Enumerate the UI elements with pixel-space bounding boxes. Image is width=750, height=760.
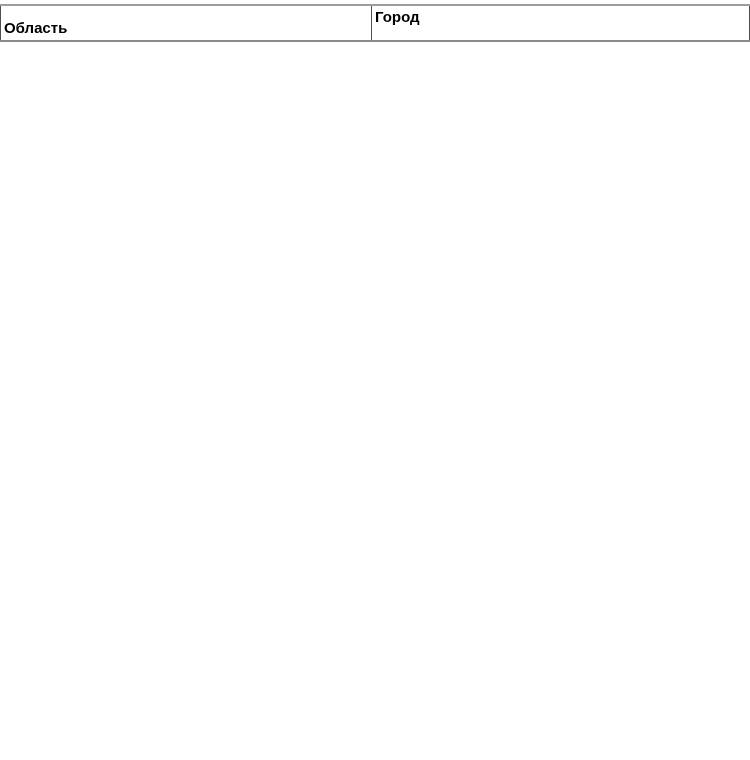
column-header-region: Область — [1, 5, 372, 41]
region-city-table — [0, 4, 750, 42]
table-header — [1, 5, 750, 41]
column-header-city: Город — [372, 5, 750, 41]
header-row — [1, 5, 750, 41]
